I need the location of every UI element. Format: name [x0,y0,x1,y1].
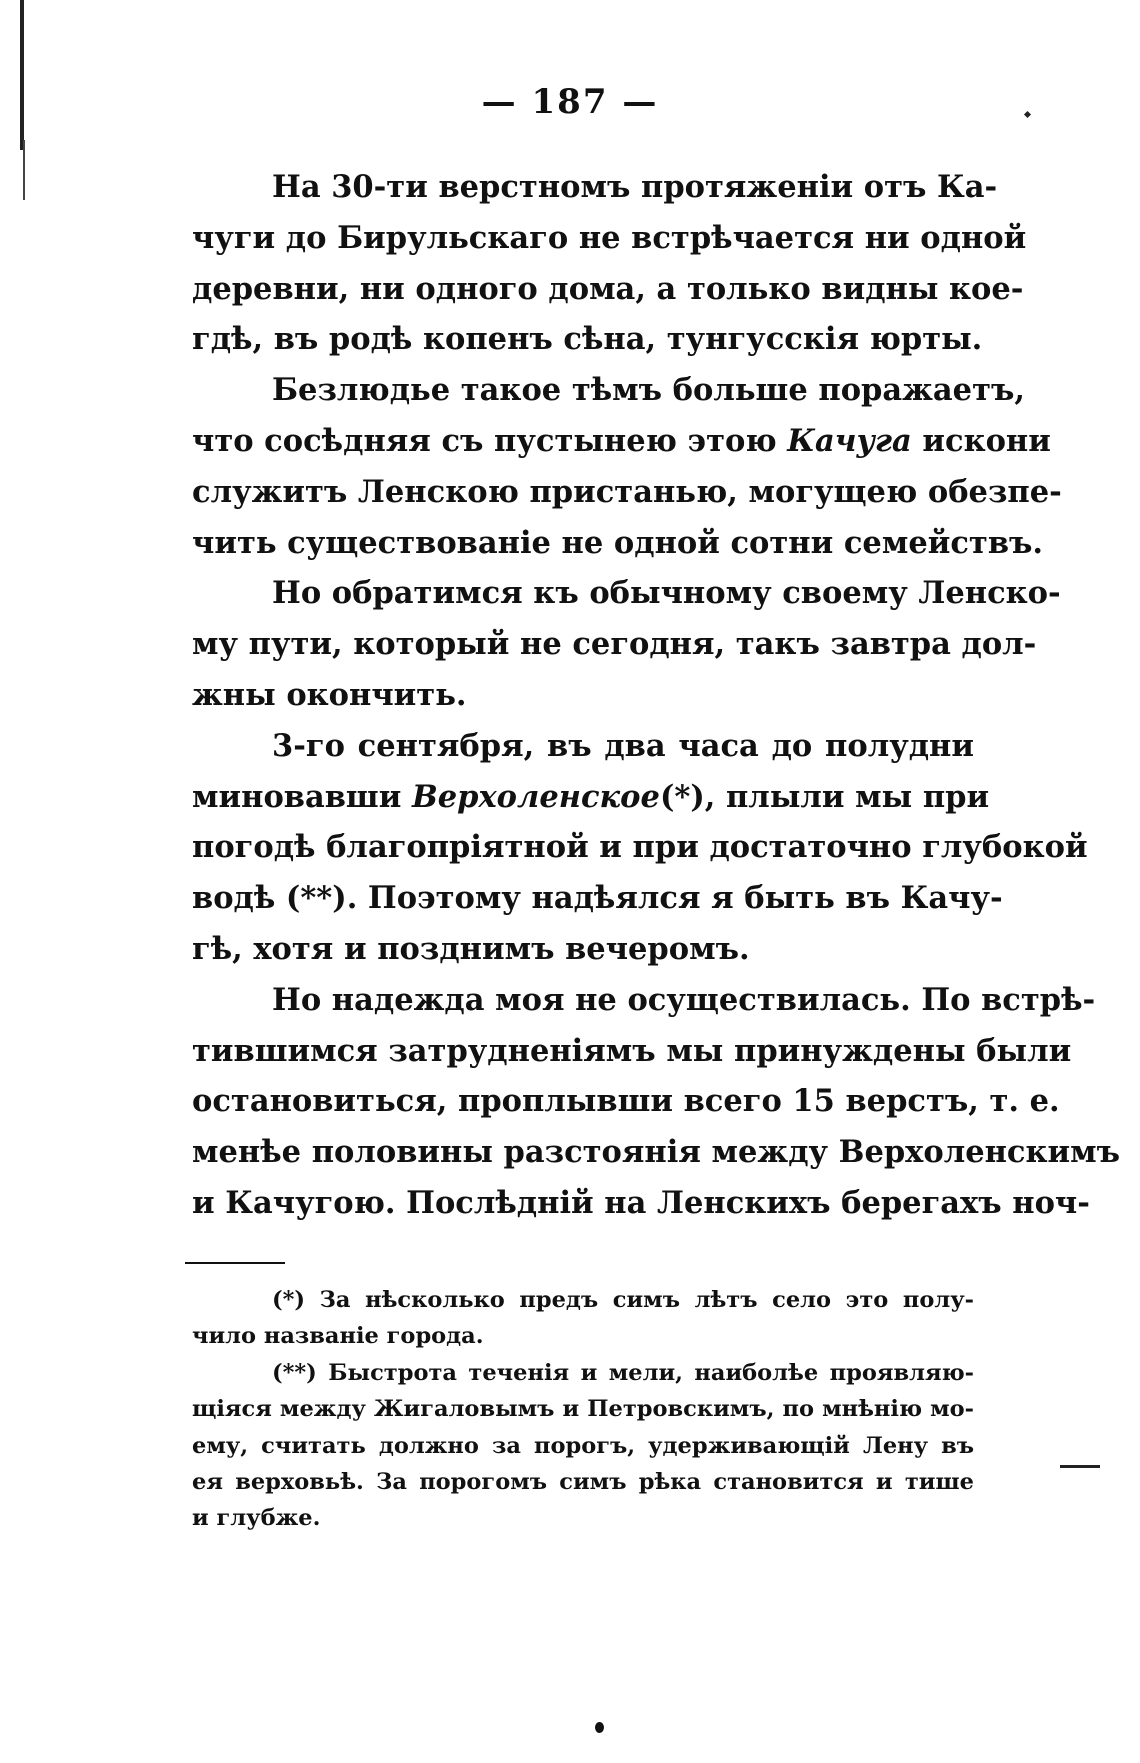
scan-edge-artifact-lower [23,140,25,200]
text-line: Безлюдье такое тѣмъ больше поражаетъ, [272,372,1025,409]
footnote-line: щіяся между Жигаловымъ и Петровскимъ, по мнѣнію мо- [192,1396,974,1423]
place-name-italic: Качуга [787,422,912,459]
text-line: гдѣ, въ родѣ копенъ сѣна, тунгусскія юрты. [192,321,983,358]
text-line: и Качугою. Послѣдній на Ленскихъ берегахъ ноч- [192,1184,1090,1221]
text-line: чуги до Бирульскаго не встрѣчается ни одной [192,219,1027,256]
main-text [192,162,1121,1229]
text-line: погодѣ благопріятной и при достаточно глубокой [192,829,1088,866]
place-name-italic: Верхоленское [411,778,660,815]
footnote-line: чило названіе города. [192,1323,484,1350]
text-line: На 30-ти верстномъ протяженіи отъ Ка- [272,169,998,205]
text-fragment: искони [922,422,1051,459]
text-line: 3-го сентября, въ два часа до полудни [272,727,974,764]
footnotes [192,1282,974,1537]
page-number: — 187 — [481,82,659,122]
text-line: гѣ, хотя и позднимъ вечеромъ. [192,930,750,967]
text-fragment: что сосѣдняя съ пустынею этою [192,422,777,459]
text-line-with-italic [192,416,1051,467]
footnote-line: и глубже. [192,1505,321,1532]
scan-ink-dot [595,1722,604,1733]
text-line: менѣе половины разстоянія между Верхоленскимъ [192,1134,1121,1171]
text-line: деревни, ни одного дома, а только видны кое- [192,270,1024,307]
text-line: тившимся затрудненіямъ мы принуждены были [192,1032,1072,1069]
footnote-separator [185,1262,285,1264]
text-line-with-italic [192,772,990,823]
footnote-line: ея верховьѣ. За порогомъ симъ рѣка становится и тише [192,1468,974,1495]
footnote-line: ему, считать должно за порогъ, удерживающій Лену въ [192,1432,974,1459]
text-fragment: (*), плыли мы при [659,778,990,815]
text-line: жны окончить. [192,676,467,713]
footnote-line: (**) Быстрота теченія и мели, наиболѣе проявляю- [272,1359,974,1386]
text-line: чить существованіе не одной сотни семействъ. [192,524,1044,561]
text-line: Но обратимся къ обычному своему Ленско- [272,575,1061,612]
text-line: водѣ (**). Поэтому надѣялся я быть въ Качу- [192,880,1003,917]
scan-margin-dash [1060,1465,1100,1468]
text-line: служитъ Ленскою пристанью, могущею обезпе- [192,473,1062,510]
scan-edge-artifact [20,0,24,150]
text-line: му пути, который не сегодня, такъ завтра дол- [192,626,1037,663]
footnote-line: (*) За нѣсколько предъ симъ лѣтъ село это полу- [272,1287,974,1313]
text-fragment: миновавши [192,778,402,815]
text-line: остановиться, проплывши всего 15 верстъ, т. е. [192,1083,1060,1120]
text-line: Но надежда моя не осуществилась. По встрѣ- [272,981,1096,1018]
